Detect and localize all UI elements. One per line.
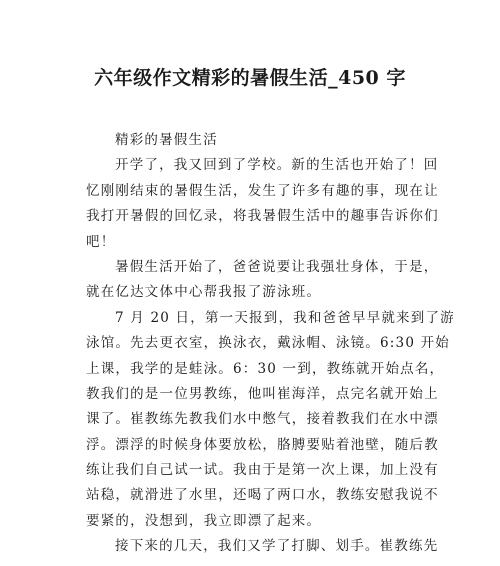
- text-line: 要紧的，没想到，我立即漂了起来。: [86, 512, 322, 529]
- text-line: 暑假生活开始了，爸爸说要让我强壮身体，于是，: [115, 258, 439, 275]
- document-body: [86, 128, 455, 560]
- text-line: 泳馆。先去更衣室，换泳衣，戴泳帽、泳镜。6:30 开始: [86, 335, 451, 352]
- text-line: 精彩的暑假生活: [115, 132, 218, 148]
- text-line: 就在亿达文体中心帮我报了游泳班。: [86, 284, 322, 301]
- text-line: 接下来的几天，我们又学了打脚、划手。崔教练先: [115, 538, 439, 555]
- text-line: 浮。漂浮的时候身体要放松，胳膊要贴着池壁，随后教: [86, 436, 439, 453]
- text-line: 教我们的是一位男教练，他叫崔海洋，点完名就开始上: [86, 385, 439, 402]
- text-line: 开学了，我又回到了学校。新的生活也开始了！回: [115, 157, 439, 174]
- text-line: 忆刚刚结束的暑假生活，发生了许多有趣的事，现在让: [86, 182, 439, 199]
- document-title: 六年级作文精彩的暑假生活_450 字: [94, 67, 406, 89]
- text-line: 课了。崔教练先教我们水中憋气，接着教我们在水中漂: [86, 411, 439, 428]
- text-line: 站稳，就滑进了水里，还喝了两口水，教练安慰我说不: [86, 487, 439, 504]
- text-line: 练让我们自己试一试。我由于是第一次上课，加上没有: [86, 462, 439, 479]
- text-line: 我打开暑假的回忆录，将我暑假生活中的趣事告诉你们: [86, 208, 439, 225]
- text-line: 7 月 20 日，第一天报到，我和爸爸早早就来到了游: [115, 309, 455, 326]
- text-line: 上课，我学的是蛙泳。6：30 一到，教练就开始点名，: [86, 360, 445, 377]
- text-line: 吧！: [86, 233, 116, 250]
